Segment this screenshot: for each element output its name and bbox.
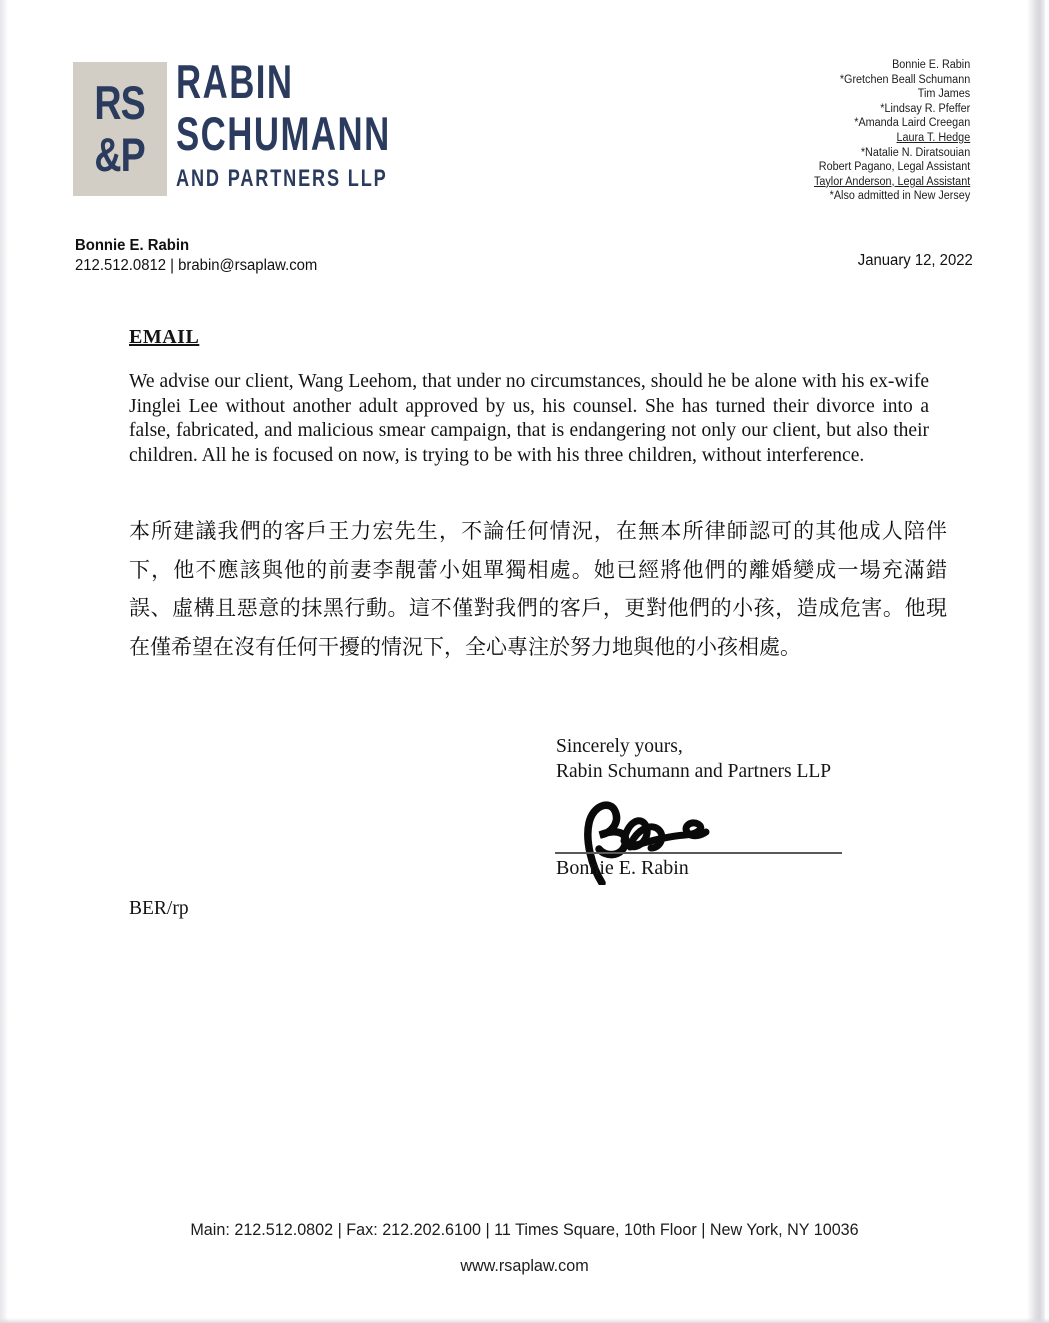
closing-line2: Rabin Schumann and Partners LLP — [556, 761, 832, 782]
attorney-list-item: *Amanda Laird Creegan — [854, 117, 970, 130]
closing-block — [556, 734, 831, 784]
signer-name: Bonnie E. Rabin — [556, 857, 689, 879]
sender-contact-block — [75, 236, 317, 276]
attorney-list-item: Laura T. Hedge — [896, 131, 970, 144]
logo-monogram-line2: &P — [94, 128, 146, 181]
page-edge-right — [1027, 0, 1045, 1323]
attorney-list-item: Tim James — [917, 88, 970, 101]
subject-line: EMAIL — [129, 326, 200, 348]
sender-name: Bonnie E. Rabin — [75, 237, 190, 254]
closing-line1: Sincerely yours, — [556, 736, 683, 757]
attorney-list-item: Taylor Anderson, Legal Assistant — [813, 175, 970, 188]
firm-name-line3: AND PARTNERS LLP — [176, 165, 388, 192]
attorney-list-item: *Natalie N. Diratsouian — [860, 146, 970, 159]
firm-logo-monogram — [95, 77, 146, 181]
attorney-list-item: *Gretchen Beall Schumann — [839, 73, 970, 86]
firm-logo — [73, 62, 167, 196]
logo-monogram-line1: RS — [94, 76, 146, 129]
firm-name-line2: SCHUMANN — [176, 107, 391, 160]
body-paragraph-chinese: 本所建議我們的客戶王力宏先生，不論任何情況，在無本所律師認可的其他成人陪伴下，他不應該與他的前妻李靚蕾小姐單獨相處。她已經將他們的離婚變成一場充滿錯誤、虛構且惡意的抹黑行動。這不僅對我們的客戶，更對他們的小孩，造成危害。他現在僅希望在沒有任何干擾的情況下，全心專注於努力地與他的小孩相處。 — [129, 519, 947, 659]
firm-name-line1: RABIN — [176, 55, 294, 108]
attorney-list — [814, 58, 970, 204]
letter-date: January 12, 2022 — [857, 252, 973, 269]
sender-phone-email: 212.512.0812 | brabin@rsaplaw.com — [75, 257, 318, 274]
page-edge-left — [0, 0, 8, 1323]
firm-name — [176, 56, 391, 194]
signature-line — [555, 852, 842, 854]
attorney-list-item: Robert Pagano, Legal Assistant — [818, 161, 970, 174]
page-edge-bottom — [0, 1318, 1049, 1323]
reference-initials: BER/rp — [129, 898, 189, 919]
footer-website: www.rsaplaw.com — [460, 1256, 589, 1275]
attorney-list-item: *Also admitted in New Jersey — [829, 190, 970, 203]
attorney-list-item: Bonnie E. Rabin — [891, 59, 970, 71]
footer-contact-line: Main: 212.512.0802 | Fax: 212.202.6100 | 11 Times Square, 10th Floor | New York, NY 10036 — [190, 1220, 859, 1239]
attorney-list-item: *Lindsay R. Pfeffer — [880, 102, 970, 115]
body-paragraph-english: We advise our client, Wang Leehom, that under no circumstances, should he be alone with his ex-wife Jinglei Lee without another adult approved by us, his counsel. She has turned their divorce into a false, fabricated, and malicious smear campaign, that is endangering not only our client, but also their children. All he is focused on now, is trying to be with his three children, without interference. — [129, 371, 929, 466]
